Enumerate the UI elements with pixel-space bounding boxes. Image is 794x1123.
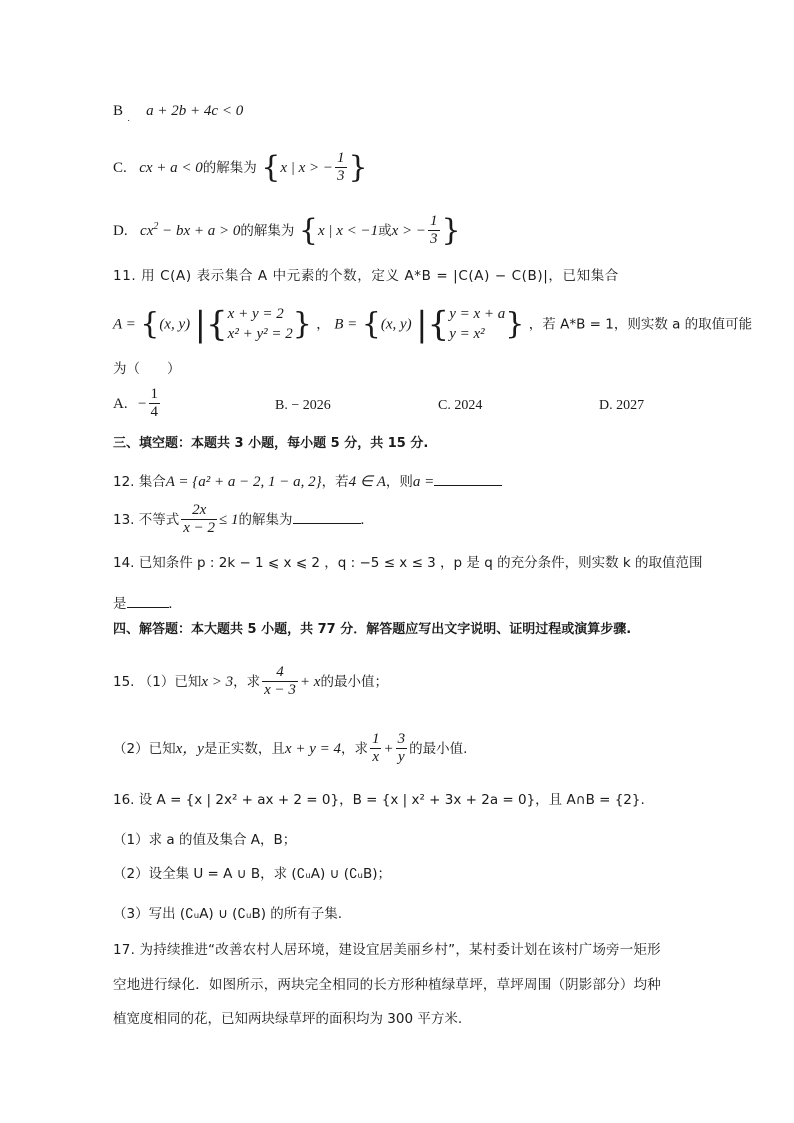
q17-line1: 17. 为持续推进“改善农村人居环境，建设宜居美丽乡村”，某村委计划在该村广场旁一矩形: [113, 942, 661, 958]
right-brace: }: [441, 212, 461, 248]
q16-stem: 16. 设 A = {x | 2x² + ax + 2 = 0}，B = {x | x² + 3x + 2a = 0}，且 A∩B = {2}.: [113, 792, 645, 808]
option-label: C.: [113, 159, 127, 176]
q10-option-c: [113, 150, 368, 186]
answer-blank[interactable]: [127, 593, 169, 608]
left-brace: {: [261, 149, 281, 185]
separator: ，: [316, 316, 330, 333]
section-3-heading: 三、填空题：本题共 3 小题，每小题 5 分，共 15 分.: [113, 436, 429, 451]
equation-system: [228, 304, 293, 345]
q14-line2: [113, 593, 172, 612]
q15-p2-condition: x + y = 4: [284, 740, 341, 757]
minus-sign: −: [138, 395, 147, 412]
q11-option-b: B. − 2026: [275, 398, 331, 413]
option-expression: cx + a < 0: [139, 159, 203, 176]
section-4-heading: 四、解答题：本大题共 5 小题，共 77 分．解答题应写出文字说明、证明过程或演算步骤.: [113, 622, 632, 637]
q15-tail: 的最小值；: [320, 673, 388, 690]
fraction-numerator: 1: [335, 150, 347, 168]
q12-lead: 12. 集合: [113, 474, 166, 490]
fraction-numerator: 1: [428, 213, 440, 231]
fraction-denominator: x − 2: [183, 520, 216, 537]
fraction: [262, 664, 298, 700]
q12-set: A = {a² + a − 2, 1 − a, 2}: [165, 474, 322, 490]
q17-line3: 植宽度相同的花，已知两块绿草坪的面积均为 300 平方米.: [113, 1011, 463, 1027]
set-a-label: A =: [113, 316, 136, 333]
set-builder: x > −: [391, 222, 427, 239]
right-brace: }: [505, 306, 525, 342]
or-text: 或: [378, 222, 392, 239]
q13: [113, 502, 364, 538]
q15-plus: + x: [299, 673, 321, 690]
fraction: [396, 731, 408, 767]
q14-lead: 是: [113, 596, 127, 612]
q13-tail: 的解集为: [238, 511, 293, 528]
equation: y = x²: [449, 326, 485, 343]
fraction-numerator: 4: [262, 664, 298, 682]
fraction-denominator: y: [398, 749, 405, 766]
answer-blank[interactable]: [293, 509, 361, 524]
q13-relation: ≤ 1: [219, 511, 239, 528]
left-brace: {: [298, 212, 318, 248]
q15-p2-lead: （2）已知: [113, 740, 176, 757]
q12-condition: 4 ∈ A: [348, 474, 386, 490]
q11-sets: [113, 304, 752, 345]
option-text: 的解集为: [240, 222, 295, 239]
q15-part2: [113, 731, 467, 767]
fraction-numerator: 1: [149, 386, 161, 404]
system-brace: |{: [416, 304, 450, 345]
fraction-denominator: x − 3: [264, 682, 296, 699]
fraction-numerator: 3: [396, 731, 408, 749]
q15-condition: x > 3: [201, 673, 234, 690]
fraction-denominator: 3: [430, 231, 438, 248]
q15-part1: [113, 664, 388, 700]
fraction-denominator: 4: [150, 404, 159, 421]
option-dot: .: [127, 113, 130, 123]
fraction: [428, 213, 440, 249]
pair: (x, y): [159, 316, 191, 333]
fraction-denominator: x: [372, 749, 380, 766]
q11-stem-line1: 11. 用 C(A) 表示集合 A 中元素的个数，定义 A*B = |C(A) − C(B)|，已知集合: [113, 268, 619, 284]
right-brace: }: [292, 306, 312, 342]
answer-blank[interactable]: [434, 471, 502, 486]
q16-part3: （3）写出 (∁ᵤA) ∪ (∁ᵤB) 的所有子集.: [113, 906, 343, 922]
q15-p2-vars: x，y: [175, 740, 204, 757]
q11-option-a: [113, 386, 162, 422]
q15-p2-ask: ，求: [340, 740, 368, 757]
q15-mid: ，求: [233, 673, 261, 690]
equation-system: [449, 304, 505, 345]
right-brace: }: [348, 149, 368, 185]
option-expression: [140, 220, 241, 239]
set-b-label: B =: [334, 316, 358, 333]
q15-p2-tail: 的最小值.: [409, 740, 468, 757]
set-builder: x | x < −1: [317, 222, 379, 239]
q12-mid: ，若: [321, 474, 349, 490]
q10-option-b: [113, 103, 244, 123]
condition-text: ，若 A*B = 1，则实数 a 的取值可能: [528, 316, 753, 333]
q15-lead: 15. （1）已知: [113, 673, 202, 690]
q13-lead: 13. 不等式: [113, 511, 180, 528]
q14-line1: 14. 已知条件 p : 2k − 1 ⩽ x ⩽ 2 ，q : −5 ≤ x ≤ 3 ，p 是 q 的充分条件，则实数 k 的取值范围: [113, 555, 703, 571]
option-label: A.: [113, 395, 128, 412]
option-label: B: [113, 103, 124, 119]
q17-line2: 空地进行绿化．如图所示，两块完全相同的长方形种植绿草坪，草坪周围（阴影部分）均种: [113, 977, 661, 993]
q12-then: ，则: [385, 474, 413, 490]
plus-sign: +: [383, 740, 394, 757]
fraction: [181, 502, 217, 538]
q15-p2-mid: 是正实数，且: [203, 740, 285, 757]
exponent: 2: [153, 220, 159, 232]
option-expression: a + 2b + 4c < 0: [146, 103, 244, 119]
q16-part1: （1）求 a 的值及集合 A，B；: [113, 832, 297, 848]
fraction: [370, 731, 382, 767]
fraction: [149, 386, 161, 422]
q12: [113, 471, 502, 490]
option-label: D.: [113, 222, 128, 239]
expr-part: − bx + a > 0: [158, 222, 241, 239]
equation: y = x + a: [449, 306, 506, 322]
q11-stem-line3: 为（ ）: [113, 361, 181, 377]
q10-option-d: [113, 213, 461, 249]
expr-part: cx: [140, 222, 154, 239]
fraction-numerator: 2x: [181, 502, 217, 520]
equation: x² + y² = 2: [227, 326, 293, 343]
q14-end: .: [168, 596, 173, 612]
equation: x + y = 2: [227, 306, 284, 322]
q11-option-d: D. 2027: [599, 398, 645, 413]
system-brace: |{: [194, 304, 228, 345]
left-brace: {: [140, 306, 160, 342]
left-brace: {: [361, 306, 381, 342]
q12-answer-lhs: a =: [412, 474, 435, 490]
q16-part2: （2）设全集 U = A ∪ B，求 (∁ᵤA) ∪ (∁ᵤB)；: [113, 866, 392, 882]
fraction: [335, 150, 347, 186]
fraction-numerator: 1: [370, 731, 382, 749]
pair: (x, y): [380, 316, 412, 333]
fraction-denominator: 3: [337, 168, 345, 185]
q13-end: .: [360, 511, 365, 528]
q11-option-c: C. 2024: [438, 398, 483, 413]
set-builder: x | x > −: [280, 159, 334, 176]
option-text: 的解集为: [202, 159, 257, 176]
